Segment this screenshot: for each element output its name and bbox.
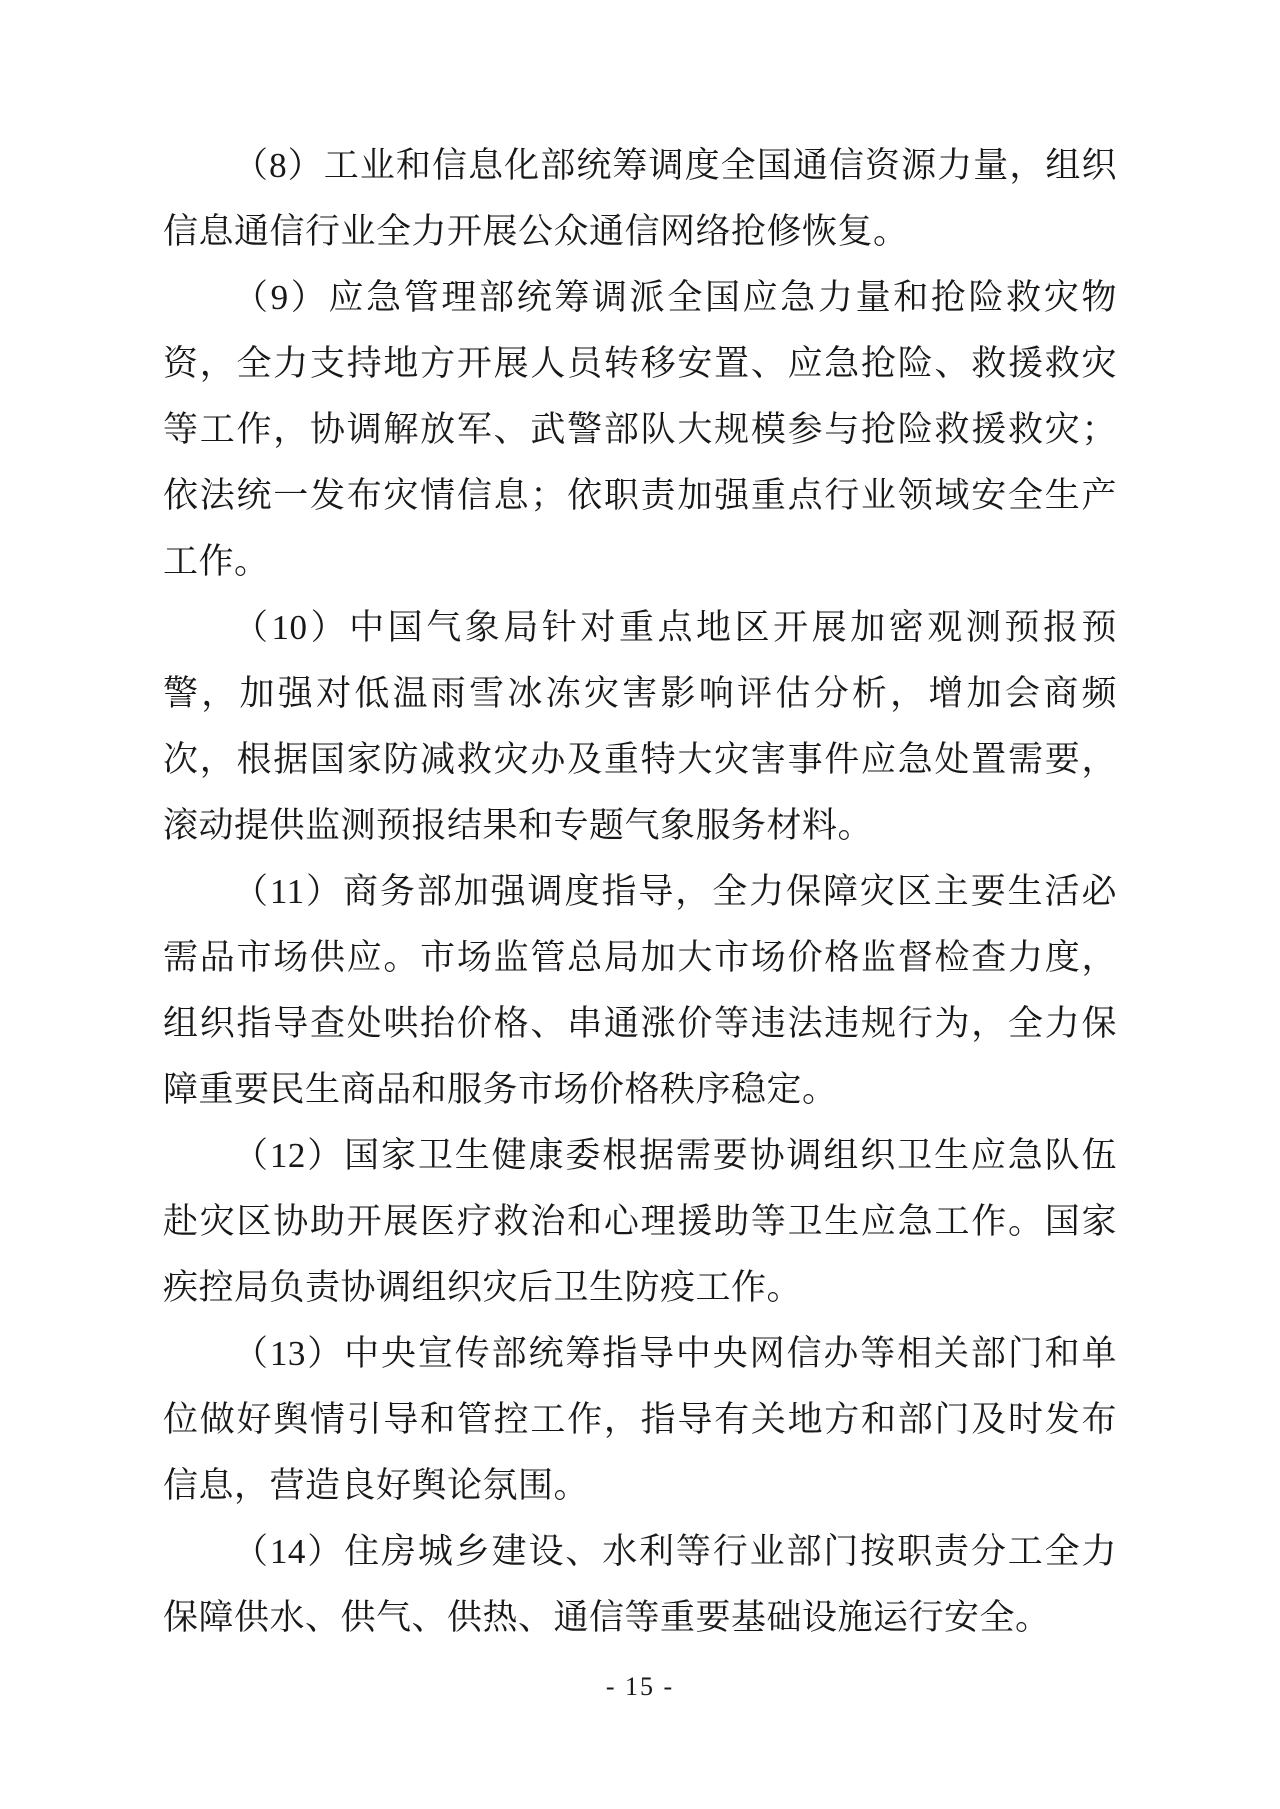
document-body bbox=[163, 133, 1117, 1651]
page-footer bbox=[0, 1672, 1280, 1702]
paragraph-10: （10）中国气象局针对重点地区开展加密观测预报预警，加强对低温雨雪冰冻灾害影响评估分析，增加会商频次，根据国家防减救灾办及重特大灾害事件应急处置需要，滚动提供监测预报结果和专题气象服务材料。 bbox=[163, 608, 1117, 845]
paragraph-9: （9）应急管理部统筹调派全国应急力量和抢险救灾物资，全力支持地方开展人员转移安置、应急抢险、救援救灾等工作，协调解放军、武警部队大规模参与抢险救援救灾；依法统一发布灾情信息；依职责加强重点行业领域安全生产工作。 bbox=[163, 278, 1117, 581]
paragraph-11: （11）商务部加强调度指导，全力保障灾区主要生活必需品市场供应。市场监管总局加大市场价格监督检查力度，组织指导查处哄抬价格、串通涨价等违法违规行为，全力保障重要民生商品和服务市场价格秩序稳定。 bbox=[163, 872, 1117, 1109]
paragraph-8: （8）工业和信息化部统筹调度全国通信资源力量，组织信息通信行业全力开展公众通信网络抢修恢复。 bbox=[163, 146, 1117, 251]
paragraph-14: （14）住房城乡建设、水利等行业部门按职责分工全力保障供水、供气、供热、通信等重要基础设施运行安全。 bbox=[163, 1532, 1117, 1637]
paragraph-12: （12）国家卫生健康委根据需要协调组织卫生应急队伍赴灾区协助开展医疗救治和心理援助等卫生应急工作。国家疾控局负责协调组织灾后卫生防疫工作。 bbox=[163, 1136, 1117, 1307]
paragraph-13: （13）中央宣传部统筹指导中央网信办等相关部门和单位做好舆情引导和管控工作，指导有关地方和部门及时发布信息，营造良好舆论氛围。 bbox=[163, 1334, 1117, 1505]
page-number: - 15 - bbox=[605, 1672, 675, 1701]
